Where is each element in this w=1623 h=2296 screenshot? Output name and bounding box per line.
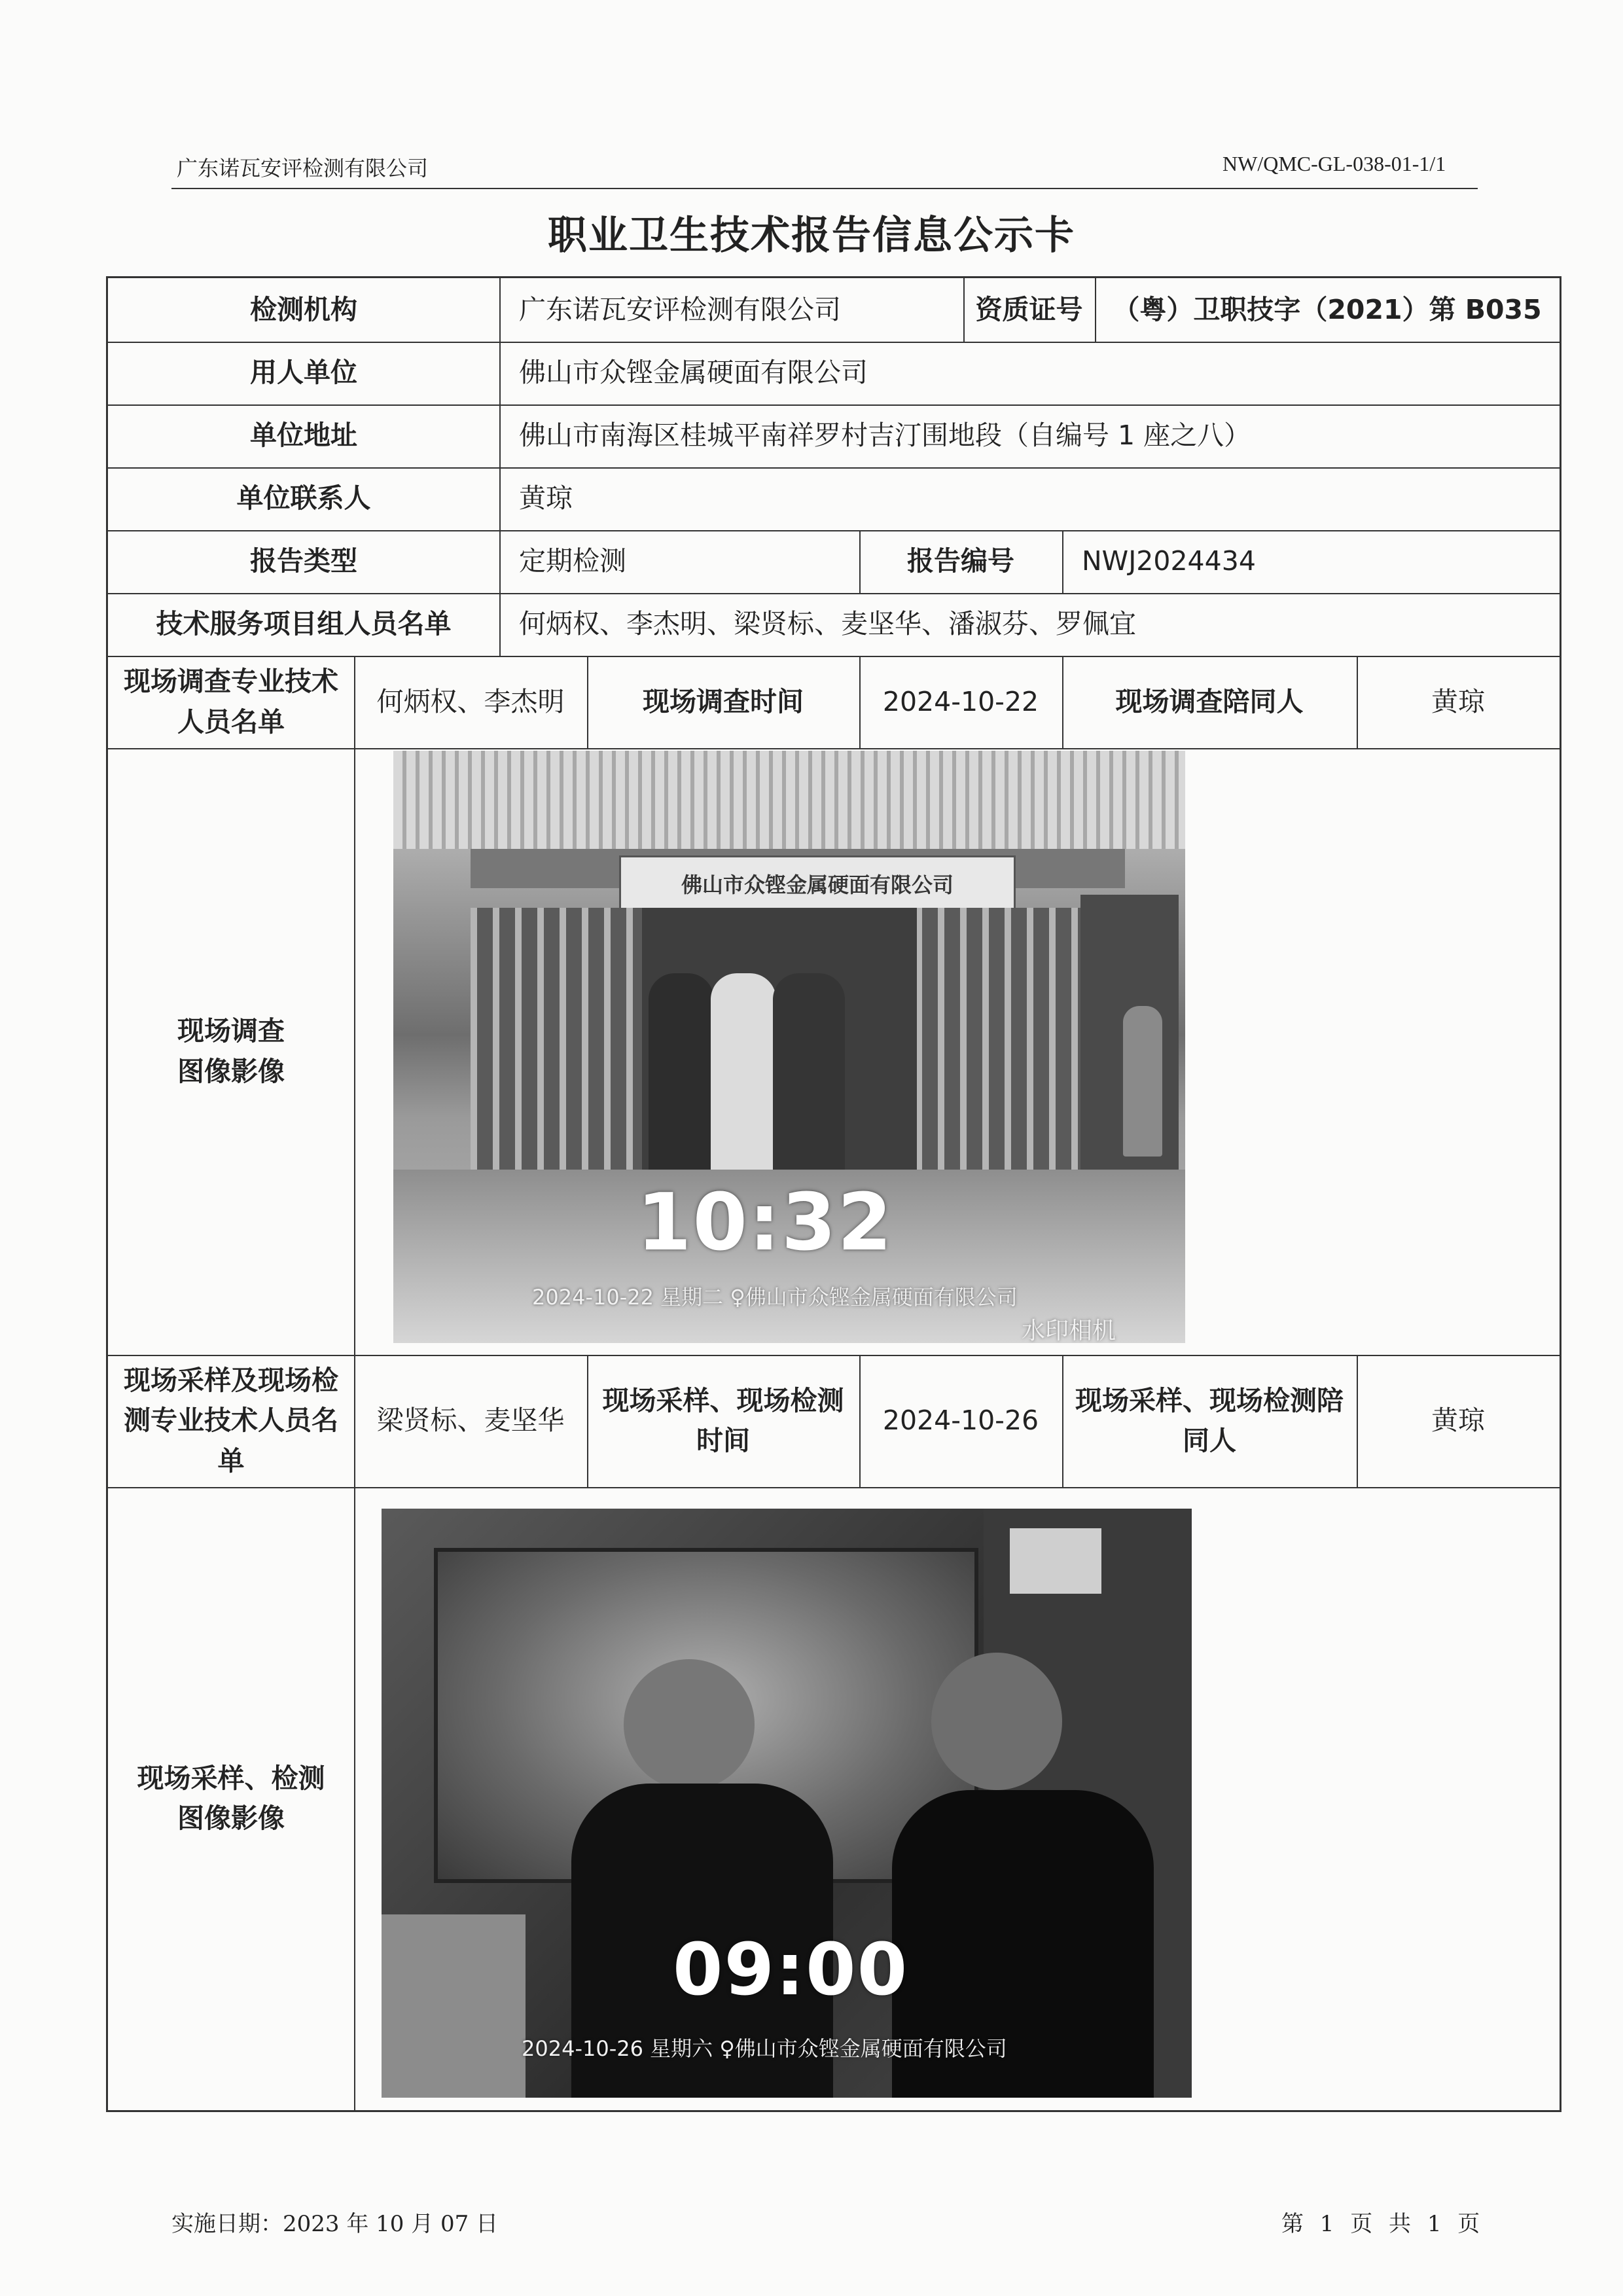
report-no-label: 报告编号: [907, 545, 1014, 577]
bystander: [1123, 1006, 1162, 1157]
contact-label: 单位联系人: [236, 482, 371, 514]
sampling-photo: [382, 1509, 1192, 2098]
camera-watermark: 水印相机: [1022, 1318, 1116, 1343]
photo-caption: 2024-10-26 星期六 ♀佛山市众铿金属硬面有限公司: [522, 2036, 1007, 2061]
control-panel: [382, 1914, 526, 2098]
survey-photo: [393, 751, 1185, 1343]
survey-time-label: 现场调查时间: [643, 685, 804, 717]
survey-escort-label: 现场调查陪同人: [1115, 685, 1304, 717]
header-doc-code: NW/QMC-GL-038-01-1/1: [1222, 152, 1446, 175]
header-rule: [171, 188, 1478, 189]
sampling-staff-label: 现场采样及现场检测专业技术人员名单: [124, 1364, 338, 1477]
cert-label: 资质证号: [975, 293, 1083, 325]
worker-left-head: [624, 1659, 755, 1790]
footer-effective-date: 实施日期：2023 年 10 月 07 日: [171, 2211, 499, 2237]
sampling-staff-value: 梁贤标、麦坚华: [376, 1405, 565, 1437]
employer-value: 佛山市众铿金属硬面有限公司: [519, 357, 868, 389]
address-label: 单位地址: [250, 420, 357, 452]
report-no-value: NWJ2024434: [1082, 545, 1256, 577]
company-sign: 佛山市众铿金属硬面有限公司: [619, 855, 1016, 912]
footer-page-number: 第 1 页 共 1 页: [1281, 2211, 1480, 2237]
contact-value: 黄琼: [519, 482, 573, 514]
survey-staff-value: 何炳权、李杰明: [376, 685, 565, 717]
photo-caption: 2024-10-22 星期二 ♀佛山市众铿金属硬面有限公司: [532, 1285, 1018, 1310]
team-value: 何炳权、李杰明、梁贤标、麦坚华、潘淑芬、罗佩宜: [519, 608, 1136, 640]
sampling-image-label: 现场采样、检测图像影像: [137, 1762, 325, 1834]
employer-label: 用人单位: [250, 357, 357, 389]
photo-time-stamp: 10:32: [637, 1177, 893, 1268]
sampling-escort-label: 现场采样、现场检测陪同人: [1075, 1384, 1344, 1456]
cert-value: （粤）卫职技字（2021）第 B035: [1113, 293, 1542, 325]
sampling-time-value: 2024-10-26: [882, 1405, 1039, 1437]
person-right: [773, 973, 845, 1189]
sampling-escort-value: 黄琼: [1431, 1405, 1485, 1437]
report-type-label: 报告类型: [250, 545, 357, 577]
report-type-value: 定期检测: [519, 545, 626, 577]
info-table: [106, 276, 1561, 2112]
survey-staff-label: 现场调查专业技术人员名单: [124, 666, 338, 738]
window-grille: [393, 751, 1185, 849]
org-value: 广东诺瓦安评检测有限公司: [519, 293, 841, 325]
survey-image-label: 现场调查图像影像: [177, 1015, 285, 1087]
sampling-time-label: 现场采样、现场检测时间: [602, 1384, 844, 1456]
survey-escort-value: 黄琼: [1431, 685, 1485, 717]
wall-notice: [1010, 1528, 1101, 1594]
page-title: 职业卫生技术报告信息公示卡: [548, 213, 1075, 259]
team-label: 技术服务项目组人员名单: [156, 608, 452, 640]
worker-right-head: [931, 1653, 1062, 1790]
person-left: [649, 973, 714, 1189]
address-value: 佛山市南海区桂城平南祥罗村吉汀围地段（自编号 1 座之八）: [519, 420, 1251, 452]
header-company: 广东诺瓦安评检测有限公司: [177, 156, 429, 181]
photo-time-stamp: 09:00: [673, 1928, 909, 2011]
person-middle: [711, 973, 776, 1189]
org-label: 检测机构: [250, 293, 357, 325]
survey-time-value: 2024-10-22: [882, 685, 1039, 717]
